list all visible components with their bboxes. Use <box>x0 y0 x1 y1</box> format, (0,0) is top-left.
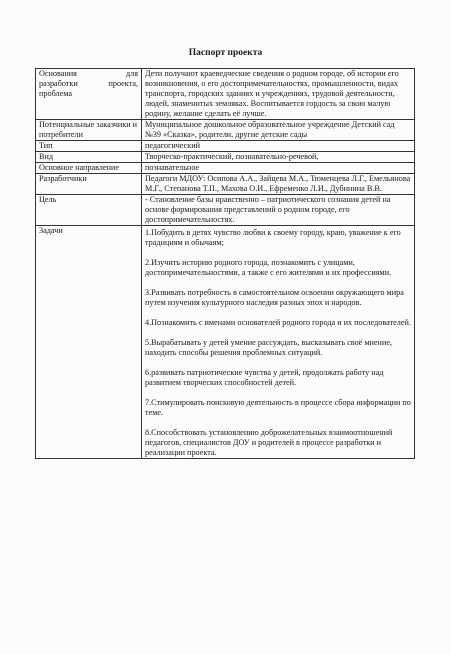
task-item: 8.Способствовать установлению доброжелательных взаимоотношений педагогов, специалистов ДОУ и родителей в процессе разработки и реализации проекта. <box>145 428 393 457</box>
task-item: 1.Побудить в детях чувство любви к своему городу, краю, уважение к его традициям и обычаям; <box>145 228 401 247</box>
task-item: 6.развивать патриотические чувства у детей, продолжать работу над развитием творческих способностей детей. <box>145 368 384 387</box>
table-row <box>36 152 415 163</box>
project-passport-table <box>35 68 415 459</box>
row-label-kind: Вид <box>36 152 142 163</box>
table-row <box>36 69 415 120</box>
table-row <box>36 226 415 459</box>
row-label-goal: Цель <box>36 195 142 226</box>
row-value-direction: познавательное <box>142 163 415 174</box>
row-label-customers: Потенциальные заказчики и потребители <box>36 120 142 141</box>
table-row <box>36 174 415 195</box>
row-label-type: Тип <box>36 141 142 152</box>
row-value-kind: Творческо-практический, познавательно-речевой, <box>142 152 415 163</box>
table-row <box>36 141 415 152</box>
table-row <box>36 195 415 226</box>
label-line: разработки проекта, <box>39 79 138 88</box>
row-label-tasks: Задачи <box>36 226 142 459</box>
table-row <box>36 120 415 141</box>
row-label-basis <box>36 69 142 120</box>
row-label-developers: Разработчики <box>36 174 142 195</box>
row-value-type: педагогический <box>142 141 415 152</box>
row-value-customers: Муниципальное дошкольное образовательное учреждение Детский сад №39 «Сказка», родители, другие детские сады <box>142 120 415 141</box>
task-item: 7.Стимулировать поисковую деятельность в процессе сбора информации по теме. <box>145 398 411 417</box>
task-item: 2.Изучить историю родного города, познакомить с улицами, достопримечательностями, а также с его жителями и их профессиями. <box>145 258 392 277</box>
task-item: 5.Вырабатывать у детей умение рассуждать, высказывать своё мнение, находить способы решения проблемных ситуаций. <box>145 338 393 357</box>
row-value-basis: Дети получают краеведческие сведения о родном городе, об истории его возникновения, о его достопримечательностях, промышленности, видах транспорта, городских зданиях и учреждениях, трудовой деятельности, людей, знаменитых земляках. Воспитывается гордость за свою малую родину, желание сделать её лучше. <box>142 69 415 120</box>
table-row <box>36 163 415 174</box>
document-title: Паспорт проекта <box>188 48 263 58</box>
row-value-goal: - Становление базы нравственно – патриотического сознания детей на основе формирования представлений о родном городе, его достопримечательностях. <box>142 195 415 226</box>
row-label-direction: Основное направление <box>36 163 142 174</box>
task-item: 4.Познакомить с именами основателей родного города и их последователей. <box>145 318 411 327</box>
label-line: проблема <box>39 89 73 98</box>
task-item: 3.Развивать потребность в самостоятельном освоении окружающего мира путем изучения культурного наследия разных эпох и народов. <box>145 288 404 307</box>
row-value-tasks <box>142 226 415 459</box>
label-line: Основания для <box>39 69 138 78</box>
row-value-developers: Педагоги МДОУ: Осипова А.А., Зайцева М.А., Тюменцева Л.Г., Емельянова М.Г., Степанова Т.П., Махова О.И., Ефременко Л.И., Дубинина В.В. <box>142 174 415 195</box>
